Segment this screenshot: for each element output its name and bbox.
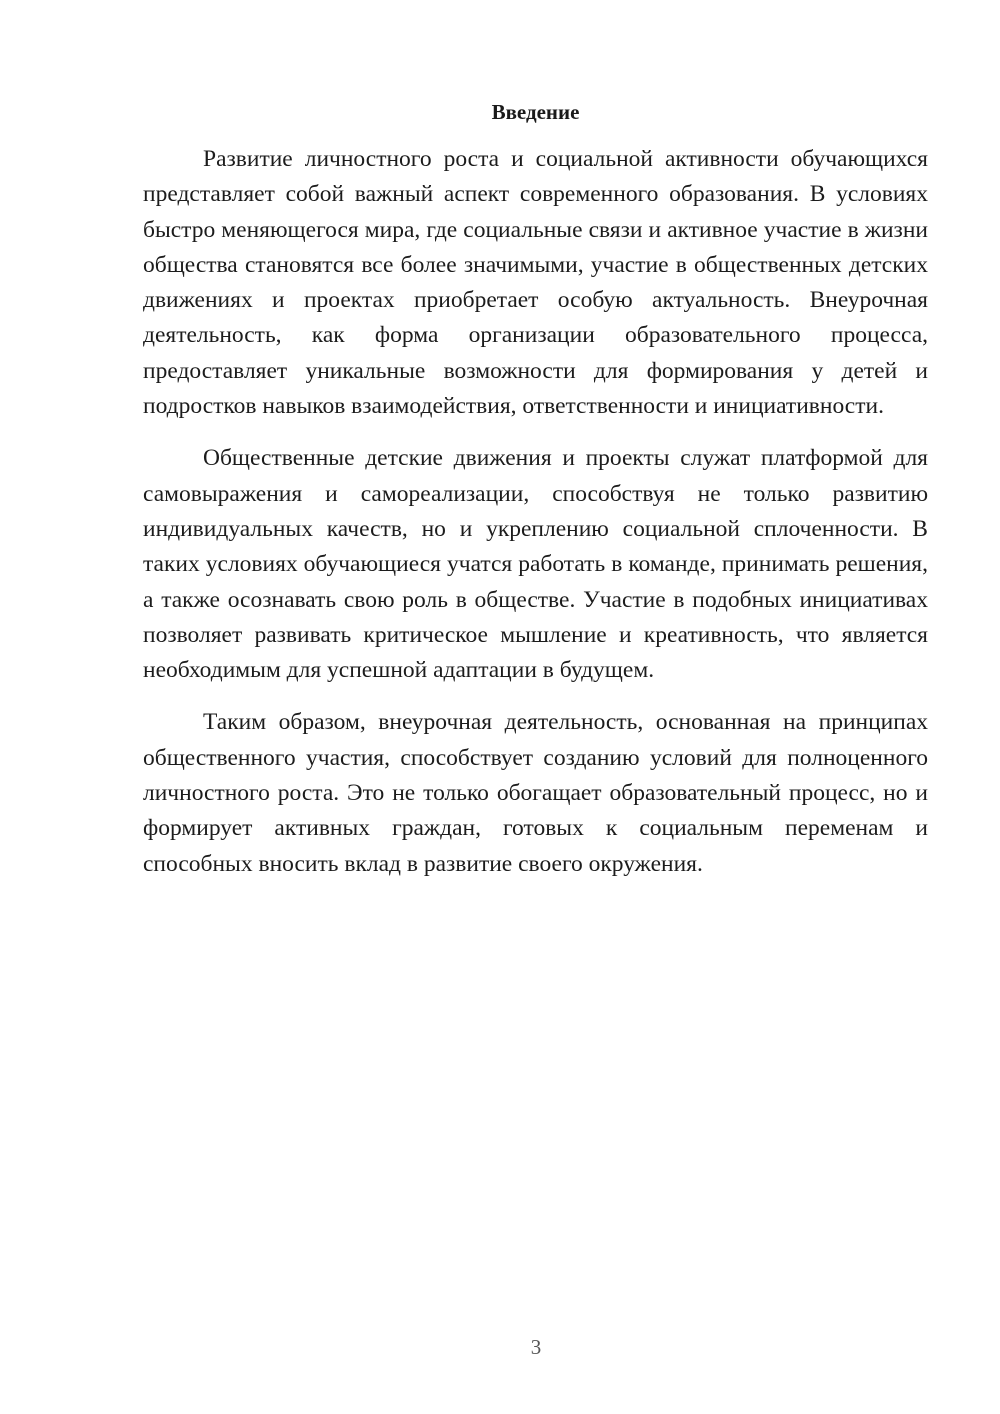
paragraph-3: Таким образом, внеурочная деятельность, основанная на принципах общественного участия, способствует созданию условий для полноценного личностного роста. Это не только обогащает образовательный процесс, но и формирует активных граждан, готовых к социальным переменам и способных вносить вклад в развитие своего окружения. xyxy=(143,709,928,877)
section-title: Введение xyxy=(491,100,580,124)
body-text xyxy=(143,142,928,899)
paragraph-2: Общественные детские движения и проекты служат платформой для самовыражения и самореализации, способствуя не только развитию индивидуальных качеств, но и укреплению социальной сплоченности. В таких условиях обучающиеся учатся работать в команде, принимать решения, а также осознавать свою роль в обществе. Участие в подобных инициативах позволяет развивать критическое мышление и креативность, что является необходимым для успешной адаптации в будущем. xyxy=(143,445,928,684)
paragraph-1: Развитие личностного роста и социальной активности обучающихся представляет собой важный аспект современного образования. В условиях быстро меняющегося мира, где социальные связи и активное участие в жизни общества становятся все более значимыми, участие в общественных детских движениях и проектах приобретает особую актуальность. Внеурочная деятельность, как форма организации образовательного процесса, предоставляет уникальные возможности для формирования у детей и подростков навыков взаимодействия, ответственности и инициативности. xyxy=(143,146,928,420)
page-number: 3 xyxy=(530,1335,542,1359)
